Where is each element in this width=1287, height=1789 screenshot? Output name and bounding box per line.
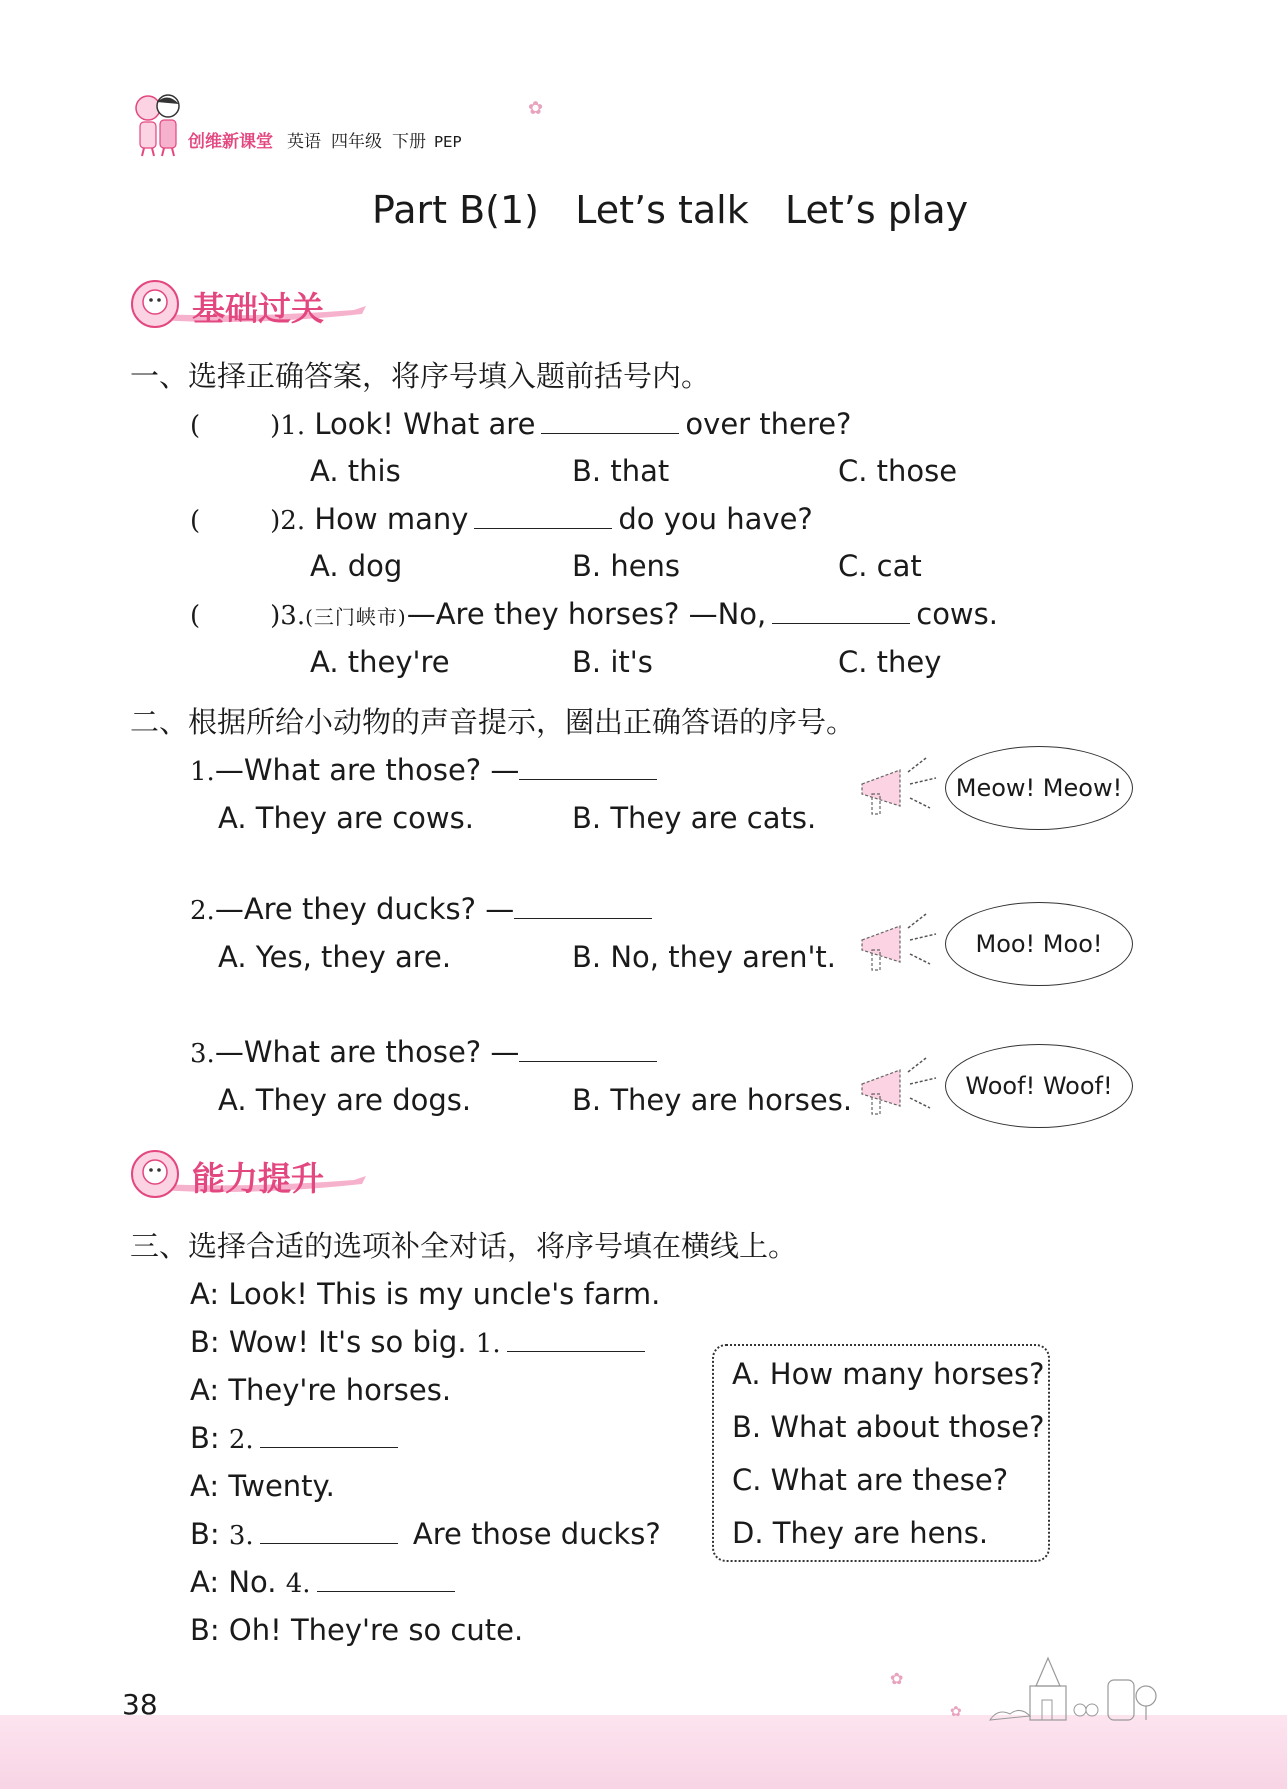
banner-label-basic: 基础过关 <box>192 289 324 328</box>
item-text-post: cows. <box>916 597 998 631</box>
q1-item-3-option-c: C. they <box>838 645 942 679</box>
q1-item-3-option-b: B. it's <box>572 645 653 679</box>
item-number: 1. <box>190 757 215 787</box>
item-question: —What are those? — <box>214 1035 520 1069</box>
item-text-post: do you have? <box>618 502 813 536</box>
q1-item-2-option-b: B. hens <box>572 549 681 583</box>
answer-blank[interactable] <box>519 1035 657 1062</box>
volume: 下册 <box>392 132 426 152</box>
q1-item-2-option-a: A. dog <box>310 549 403 583</box>
sound-bubble-1: Meow! Meow! <box>945 746 1133 830</box>
line-text-after: Are those ducks? <box>412 1517 661 1551</box>
section-banner-advanced <box>130 1150 370 1200</box>
option-c: C. What are these? <box>732 1463 1009 1497</box>
brand-name: 创维新课堂 <box>188 132 273 152</box>
kids-mascot-icon <box>128 88 186 158</box>
svg-text:✿: ✿ <box>950 1704 962 1720</box>
page-title: Part B(1) Let’s talk Let’s play <box>372 188 969 232</box>
item-number: 2. <box>190 896 215 926</box>
grade: 四年级 <box>331 132 382 152</box>
speaker: A: <box>190 1373 220 1407</box>
speaker: B: <box>190 1517 220 1551</box>
castle-deco-icon <box>880 1650 1170 1726</box>
megaphone-icon <box>856 1054 942 1124</box>
header-mascot <box>128 88 186 158</box>
dialogue-line-8 <box>190 1612 523 1648</box>
q2-item-2-option-b[interactable]: B. No, they aren't. <box>572 940 837 974</box>
header-line <box>188 127 462 152</box>
q1-item-3-option-a: A. they're <box>310 645 450 679</box>
speaker: B: <box>190 1421 220 1455</box>
dialogue-line-1 <box>190 1276 660 1312</box>
q2-item-2-option-a[interactable]: A. Yes, they are. <box>218 940 452 974</box>
flower-deco-icon: ✿ <box>528 98 544 119</box>
item-text-pre: Look! What are <box>314 407 536 441</box>
q2-item-2 <box>190 891 658 929</box>
answer-paren-open: ( <box>190 411 201 441</box>
dialogue-line-5 <box>190 1468 335 1504</box>
item-number: 3. <box>190 1039 215 1069</box>
item-number: )2. <box>270 506 306 536</box>
answer-blank[interactable] <box>772 597 910 624</box>
item-text-pre: —Are they horses? —No, <box>406 597 767 631</box>
answer-blank[interactable] <box>260 1517 398 1544</box>
line-text: Wow! It's so big. <box>228 1325 467 1359</box>
q1-item-1 <box>190 406 851 444</box>
item-question: —Are they ducks? — <box>214 892 515 926</box>
edition: PEP <box>434 133 462 151</box>
subject: 英语 <box>287 132 321 152</box>
q1-item-1-option-b: B. that <box>572 454 670 488</box>
svg-text:✿: ✿ <box>890 1669 904 1688</box>
answer-paren-open: ( <box>190 601 201 631</box>
line-text: Oh! They're so cute. <box>228 1613 524 1647</box>
sound-bubble-3: Woof! Woof! <box>945 1044 1133 1128</box>
answer-blank[interactable] <box>317 1565 455 1592</box>
line-text: Twenty. <box>228 1469 335 1503</box>
dialogue-line-2 <box>190 1324 651 1362</box>
blank-number: 4. <box>285 1569 311 1599</box>
question-3-heading: 三、选择合适的选项补全对话，将序号填在横线上。 <box>130 1229 798 1263</box>
q1-item-3 <box>190 596 998 635</box>
speaker: B: <box>190 1325 220 1359</box>
footer-band <box>0 1715 1287 1789</box>
q2-item-1-option-b[interactable]: B. They are cats. <box>572 801 817 835</box>
blank-number: 2. <box>228 1425 254 1455</box>
blank-number: 3. <box>228 1521 254 1551</box>
page-number: 38 <box>122 1688 158 1721</box>
item-text-pre: How many <box>314 502 469 536</box>
dialogue-line-4 <box>190 1420 404 1458</box>
answer-blank[interactable] <box>541 407 679 434</box>
q2-item-1-option-a[interactable]: A. They are cows. <box>218 801 474 835</box>
dialogue-line-7 <box>190 1564 461 1602</box>
answer-blank[interactable] <box>474 502 612 529</box>
dialogue-line-6 <box>190 1516 661 1554</box>
item-text-post: over there? <box>685 407 852 441</box>
item-question: —What are those? — <box>214 753 520 787</box>
answer-blank[interactable] <box>260 1421 398 1448</box>
speaker: A: <box>190 1469 220 1503</box>
sound-bubble-2: Moo! Moo! <box>945 902 1133 986</box>
line-text: Look! This is my uncle's farm. <box>228 1277 661 1311</box>
q1-item-1-option-c: C. those <box>838 454 958 488</box>
answer-blank[interactable] <box>514 892 652 919</box>
q2-item-3 <box>190 1034 663 1072</box>
q2-item-1 <box>190 752 663 790</box>
answer-blank[interactable] <box>507 1325 645 1352</box>
speaker: A: <box>190 1277 220 1311</box>
q1-item-2 <box>190 501 813 539</box>
item-number: )1. <box>270 411 306 441</box>
megaphone-icon <box>856 910 942 980</box>
option-d: D. They are hens. <box>732 1516 989 1550</box>
option-b: B. What about those? <box>732 1410 1045 1444</box>
line-text: They're horses. <box>228 1373 452 1407</box>
option-a: A. How many horses? <box>732 1357 1045 1391</box>
q1-item-2-option-c: C. cat <box>838 549 922 583</box>
q1-item-1-option-a: A. this <box>310 454 401 488</box>
banner-label-advanced: 能力提升 <box>192 1159 324 1198</box>
answer-blank[interactable] <box>519 753 657 780</box>
question-1-heading: 一、选择正确答案，将序号填入题前括号内。 <box>130 359 711 393</box>
megaphone-icon <box>856 754 942 824</box>
q2-item-3-option-a[interactable]: A. They are dogs. <box>218 1083 472 1117</box>
section-banner-basic <box>130 280 370 330</box>
blank-number: 1. <box>475 1329 501 1359</box>
q2-item-3-option-b[interactable]: B. They are horses. <box>572 1083 853 1117</box>
line-text: No. <box>228 1565 277 1599</box>
dialogue-line-3 <box>190 1372 451 1408</box>
item-number: )3. <box>270 601 306 631</box>
question-2-heading: 二、根据所给小动物的声音提示，圈出正确答语的序号。 <box>130 705 856 739</box>
region-tag: (三门峡市) <box>305 605 407 629</box>
speaker: B: <box>190 1613 220 1647</box>
answer-paren-open: ( <box>190 506 201 536</box>
speaker: A: <box>190 1565 220 1599</box>
